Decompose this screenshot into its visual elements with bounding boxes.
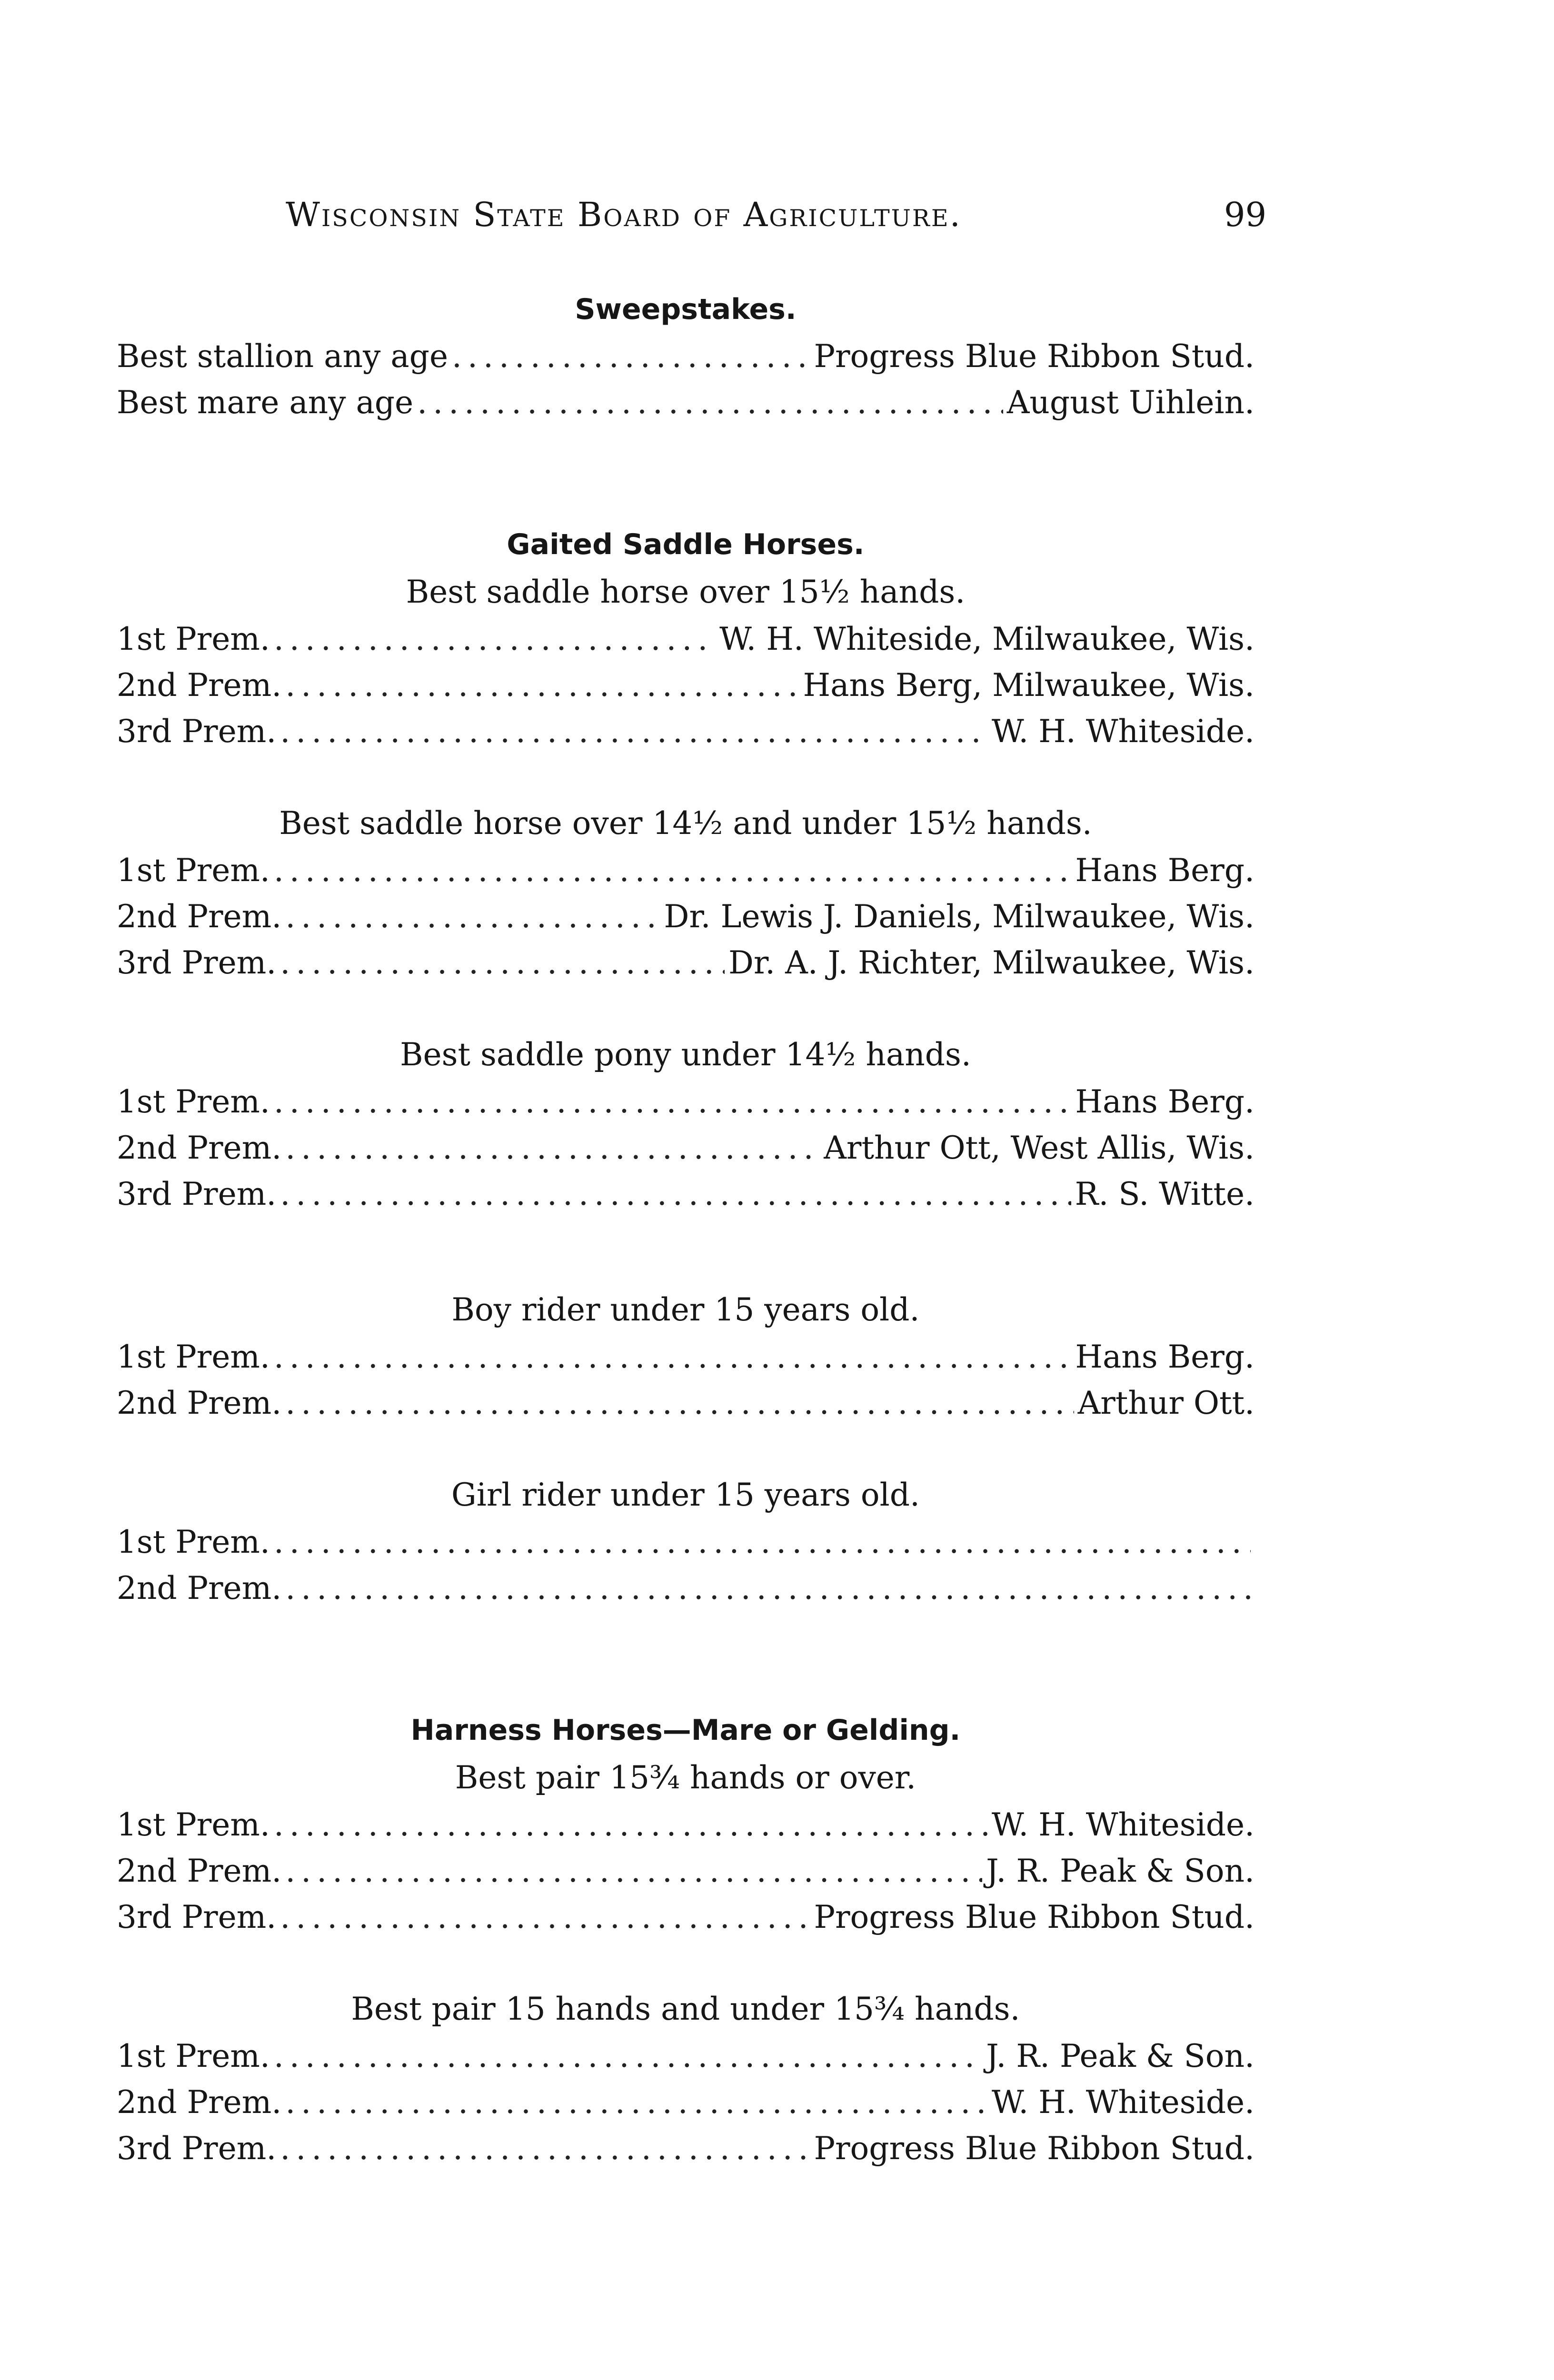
entry-winner: W. H. Whiteside. — [991, 713, 1255, 750]
entry-winner: August Uihlein. — [1006, 384, 1255, 421]
page-content — [117, 286, 1255, 2172]
class-title: Best pair 15¾ hands or over. — [455, 1759, 916, 1796]
entry-label: 1st Prem. — [117, 1806, 270, 1843]
award-entry — [117, 940, 1255, 986]
dot-leader — [274, 1079, 1071, 1125]
entry-label: 2nd Prem. — [117, 898, 282, 935]
award-entry — [117, 1848, 1255, 1894]
dot-leader — [280, 708, 988, 754]
award-entry — [117, 662, 1255, 708]
award-entry — [117, 1171, 1255, 1217]
entry-label: Best stallion any age — [117, 338, 448, 375]
dot-leader — [285, 2079, 988, 2125]
dot-leader — [274, 1519, 1251, 1565]
entry-winner: Hans Berg. — [1075, 1339, 1255, 1375]
entry-label: 1st Prem. — [117, 1339, 270, 1375]
class-title: Best saddle horse over 14½ and under 15½ hands. — [279, 805, 1092, 842]
dot-leader — [274, 616, 716, 662]
entry-label: Best mare any age — [117, 384, 414, 421]
class-title: Best saddle pony under 14½ hands. — [400, 1036, 971, 1073]
entry-label: 2nd Prem. — [117, 1385, 282, 1421]
entry-winner: Progress Blue Ribbon Stud. — [814, 338, 1255, 375]
entry-winner: J. R. Peak & Son. — [986, 1853, 1255, 1889]
award-entry — [117, 333, 1255, 379]
dot-leader — [274, 847, 1071, 893]
award-entry — [117, 708, 1255, 754]
class-title: Best pair 15 hands and under 15¾ hands. — [351, 1991, 1020, 2027]
entry-label: 1st Prem. — [117, 1524, 270, 1560]
dot-leader — [285, 1380, 1074, 1426]
dot-leader — [280, 1894, 810, 1940]
award-entry — [117, 2125, 1255, 2172]
dot-leader — [280, 1171, 1071, 1217]
award-entry — [117, 1125, 1255, 1171]
entry-winner: Dr. Lewis J. Daniels, Milwaukee, Wis. — [664, 898, 1255, 935]
entry-label: 2nd Prem. — [117, 1853, 282, 1889]
award-entry — [117, 2033, 1255, 2079]
entry-winner: Hans Berg. — [1075, 1083, 1255, 1120]
entry-winner: W. H. Whiteside. — [991, 2084, 1255, 2121]
award-entry — [117, 2079, 1255, 2125]
award-entry — [117, 1334, 1255, 1380]
award-entry — [117, 1380, 1255, 1426]
class-title: Boy rider under 15 years old. — [451, 1291, 920, 1328]
class-title: Girl rider under 15 years old. — [451, 1477, 920, 1513]
entry-winner: Arthur Ott, West Allis, Wis. — [824, 1130, 1255, 1166]
dot-leader — [285, 662, 799, 708]
award-entry — [117, 379, 1255, 426]
section-heading-harness-horses: Harness Horses—Mare or Gelding. — [410, 1714, 961, 1747]
dot-leader — [285, 1565, 1251, 1611]
entry-winner: W. H. Whiteside. — [991, 1806, 1255, 1843]
award-entry — [117, 847, 1255, 893]
entry-label: 2nd Prem. — [117, 1130, 282, 1166]
entry-winner: Arthur Ott. — [1077, 1385, 1255, 1421]
award-entry — [117, 893, 1255, 940]
entry-label: 3rd Prem. — [117, 713, 277, 750]
award-entry — [117, 1519, 1255, 1565]
section-heading-sweepstakes: Sweepstakes. — [575, 293, 797, 326]
section-heading-gaited-saddle-horses: Gaited Saddle Horses. — [507, 528, 865, 561]
entry-winner: Hans Berg, Milwaukee, Wis. — [803, 667, 1255, 704]
entry-winner: Progress Blue Ribbon Stud. — [814, 2130, 1255, 2167]
award-entry — [117, 616, 1255, 662]
entry-label: 2nd Prem. — [117, 2084, 282, 2121]
dot-leader — [452, 333, 810, 379]
dot-leader — [274, 2033, 982, 2079]
entry-label: 3rd Prem. — [117, 1176, 277, 1212]
entry-label: 3rd Prem. — [117, 2130, 277, 2167]
dot-leader — [285, 1848, 982, 1894]
entry-winner: Dr. A. J. Richter, Milwaukee, Wis. — [728, 944, 1255, 981]
entry-label: 3rd Prem. — [117, 944, 277, 981]
entry-label: 1st Prem. — [117, 852, 270, 889]
dot-leader — [285, 893, 660, 940]
page-number: 99 — [1224, 195, 1266, 234]
running-title: Wisconsin State Board of Agriculture. — [286, 195, 962, 234]
entry-winner: R. S. Witte. — [1075, 1176, 1255, 1212]
dot-leader — [274, 1802, 988, 1848]
entry-winner: W. H. Whiteside, Milwaukee, Wis. — [719, 621, 1255, 657]
entry-label: 1st Prem. — [117, 2038, 270, 2074]
dot-leader — [280, 940, 725, 986]
entry-label: 2nd Prem. — [117, 667, 282, 704]
dot-leader — [274, 1334, 1071, 1380]
award-entry — [117, 1894, 1255, 1940]
dot-leader — [285, 1125, 820, 1171]
class-title: Best saddle horse over 15½ hands. — [406, 574, 966, 610]
dot-leader — [280, 2125, 810, 2172]
award-entry — [117, 1565, 1255, 1611]
entry-label: 1st Prem. — [117, 1083, 270, 1120]
page-header — [286, 195, 1266, 252]
award-entry — [117, 1079, 1255, 1125]
entry-winner: Hans Berg. — [1075, 852, 1255, 889]
award-entry — [117, 1802, 1255, 1848]
entry-winner: J. R. Peak & Son. — [986, 2038, 1255, 2074]
entry-label: 1st Prem. — [117, 621, 270, 657]
dot-leader — [417, 379, 1003, 426]
entry-label: 3rd Prem. — [117, 1899, 277, 1935]
entry-label: 2nd Prem. — [117, 1570, 282, 1606]
entry-winner: Progress Blue Ribbon Stud. — [814, 1899, 1255, 1935]
